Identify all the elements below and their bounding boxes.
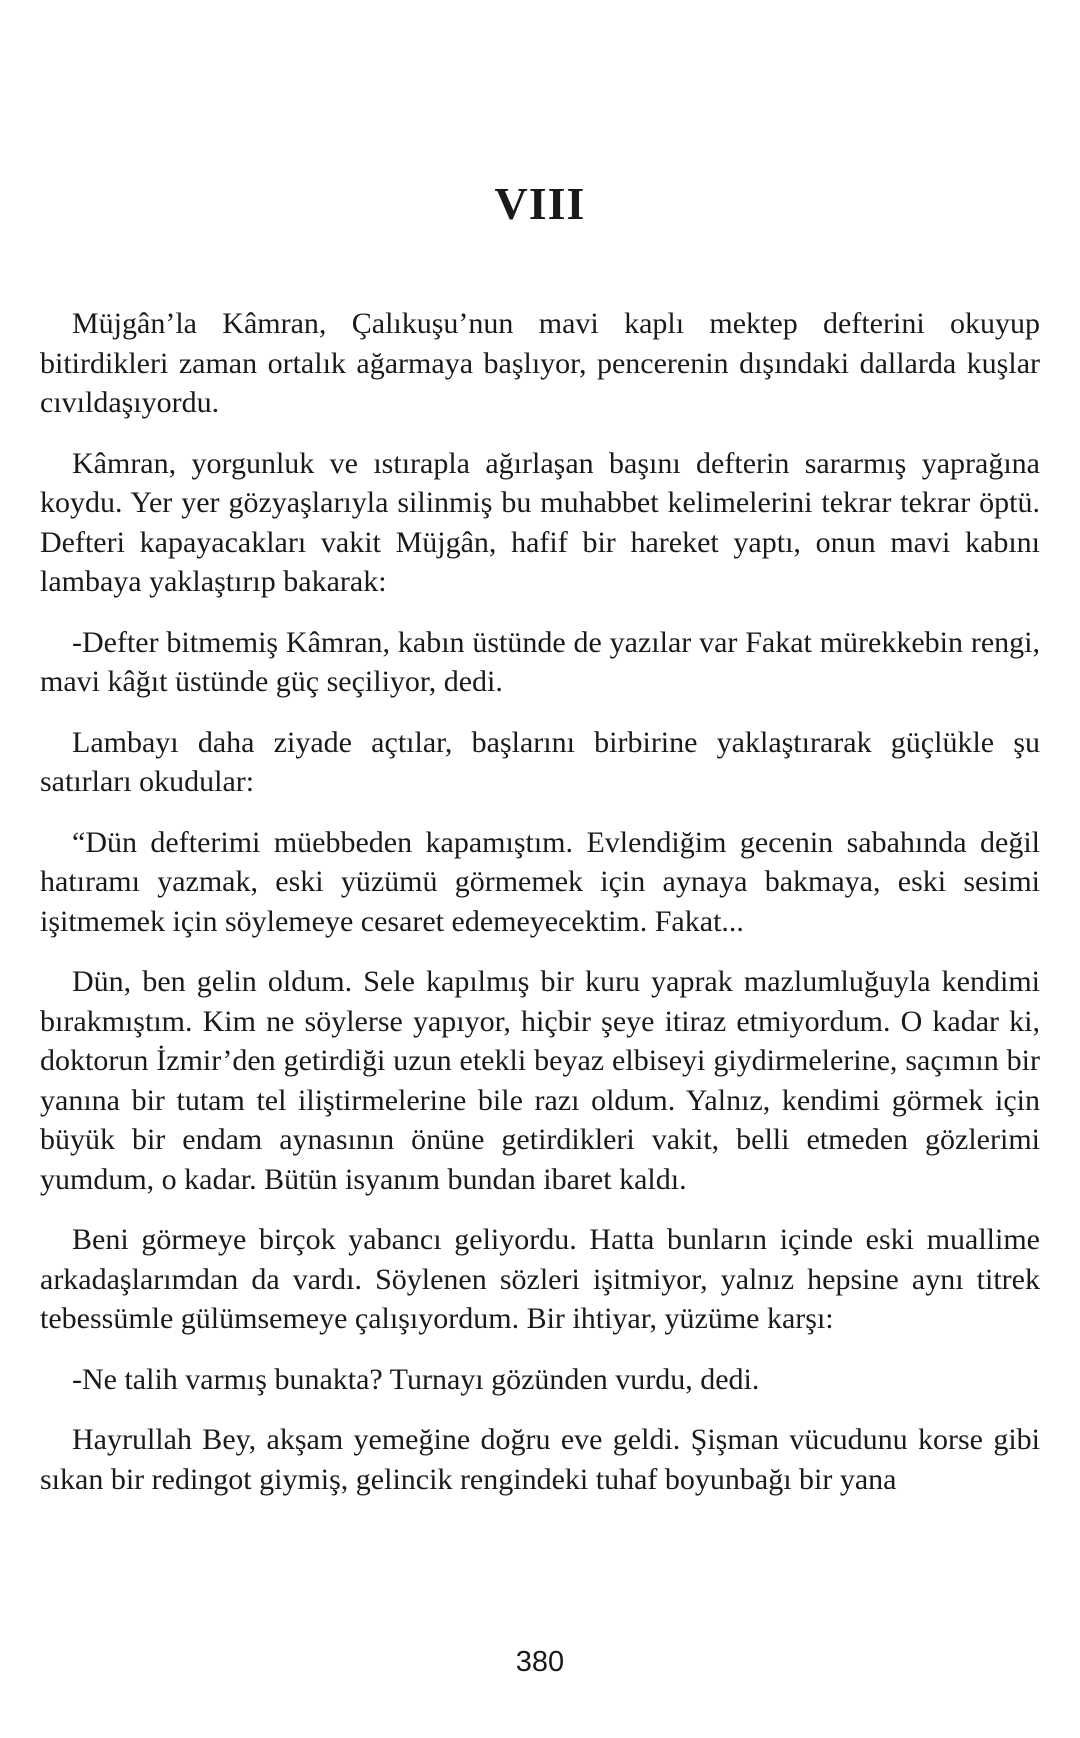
paragraph: -Ne talih varmış bunakta? Turnayı gözünden vurdu, dedi.: [72, 1362, 760, 1396]
paragraph: Dün, ben gelin oldum. Sele kapılmış bir kuru yaprak mazlumluğuyla kendimi bırakmıştım. Kim ne söylerse yapıyor, hiçbir şeye itiraz etmiyordum. O kadar ki, doktorun İzmir’den getirdiği uzun etekli beyaz elbiseyi giydirmelerine, saçımın bir yanına bir tutam tel iliştirmelerine bile razı oldum. Yalnız, kendimi görmek için büyük bir endam aynasının önüne getirdikleri vakit, belli etmeden gözlerimi yumdum, o kadar. Bütün isyanım bundan ibaret kaldı.: [40, 965, 1040, 1196]
chapter-body: [40, 304, 1040, 1520]
paragraph: “Dün defterimi müebbeden kapamıştım. Evlendiğim gecenin sabahında değil hatıramı yazmak, eski yüzümü görmemek için aynaya bakmaya, eski sesimi işitmemek için söylemeye cesaret edemeyecektim. Fakat...: [40, 825, 1040, 938]
paragraph: Kâmran, yorgunluk ve ıstırapla ağırlaşan başını defterin sararmış yaprağına koydu. Yer yer gözyaşlarıyla silinmiş bu muhabbet kelimelerini tekrar tekrar öptü. Defteri kapayacakları vakit Müjgân, hafif bir hareket yaptı, onun mavi kabını lambaya yaklaştırıp bakarak:: [40, 446, 1040, 598]
page-number: 380: [515, 1646, 565, 1678]
paragraph: Müjgân’la Kâmran, Çalıkuşu’nun mavi kaplı mektep defterini okuyup bitirdikleri zaman ortalık ağarmaya başlıyor, pencerenin dışındaki dallarda kuşlar cıvıldaşıyordu.: [40, 307, 1040, 419]
paragraph: Beni görmeye birçok yabancı geliyordu. Hatta bunların içinde eski muallime arkadaşlarımdan da vardı. Söylenen sözleri işitmiyor, yalnız hepsine aynı titrek tebessümle gülümsemeye çalışıyordum. Bir ihtiyar, yüzüme karşı:: [40, 1223, 1040, 1335]
paragraph: Hayrullah Bey, akşam yemeğine doğru eve geldi. Şişman vücudunu korse gibi sıkan bir redingot giymiş, gelincik rengindeki tuhaf boyunbağı bir yana: [40, 1423, 1040, 1496]
paragraph: Lambayı daha ziyade açtılar, başlarını birbirine yaklaştırarak güçlükle şu satırları okudular:: [40, 725, 1040, 798]
paragraph: -Defter bitmemiş Kâmran, kabın üstünde de yazılar var Fakat mürekkebin rengi, mavi kâğıt üstünde güç seçiliyor, dedi.: [40, 625, 1040, 698]
chapter-title: VIII: [494, 178, 586, 229]
